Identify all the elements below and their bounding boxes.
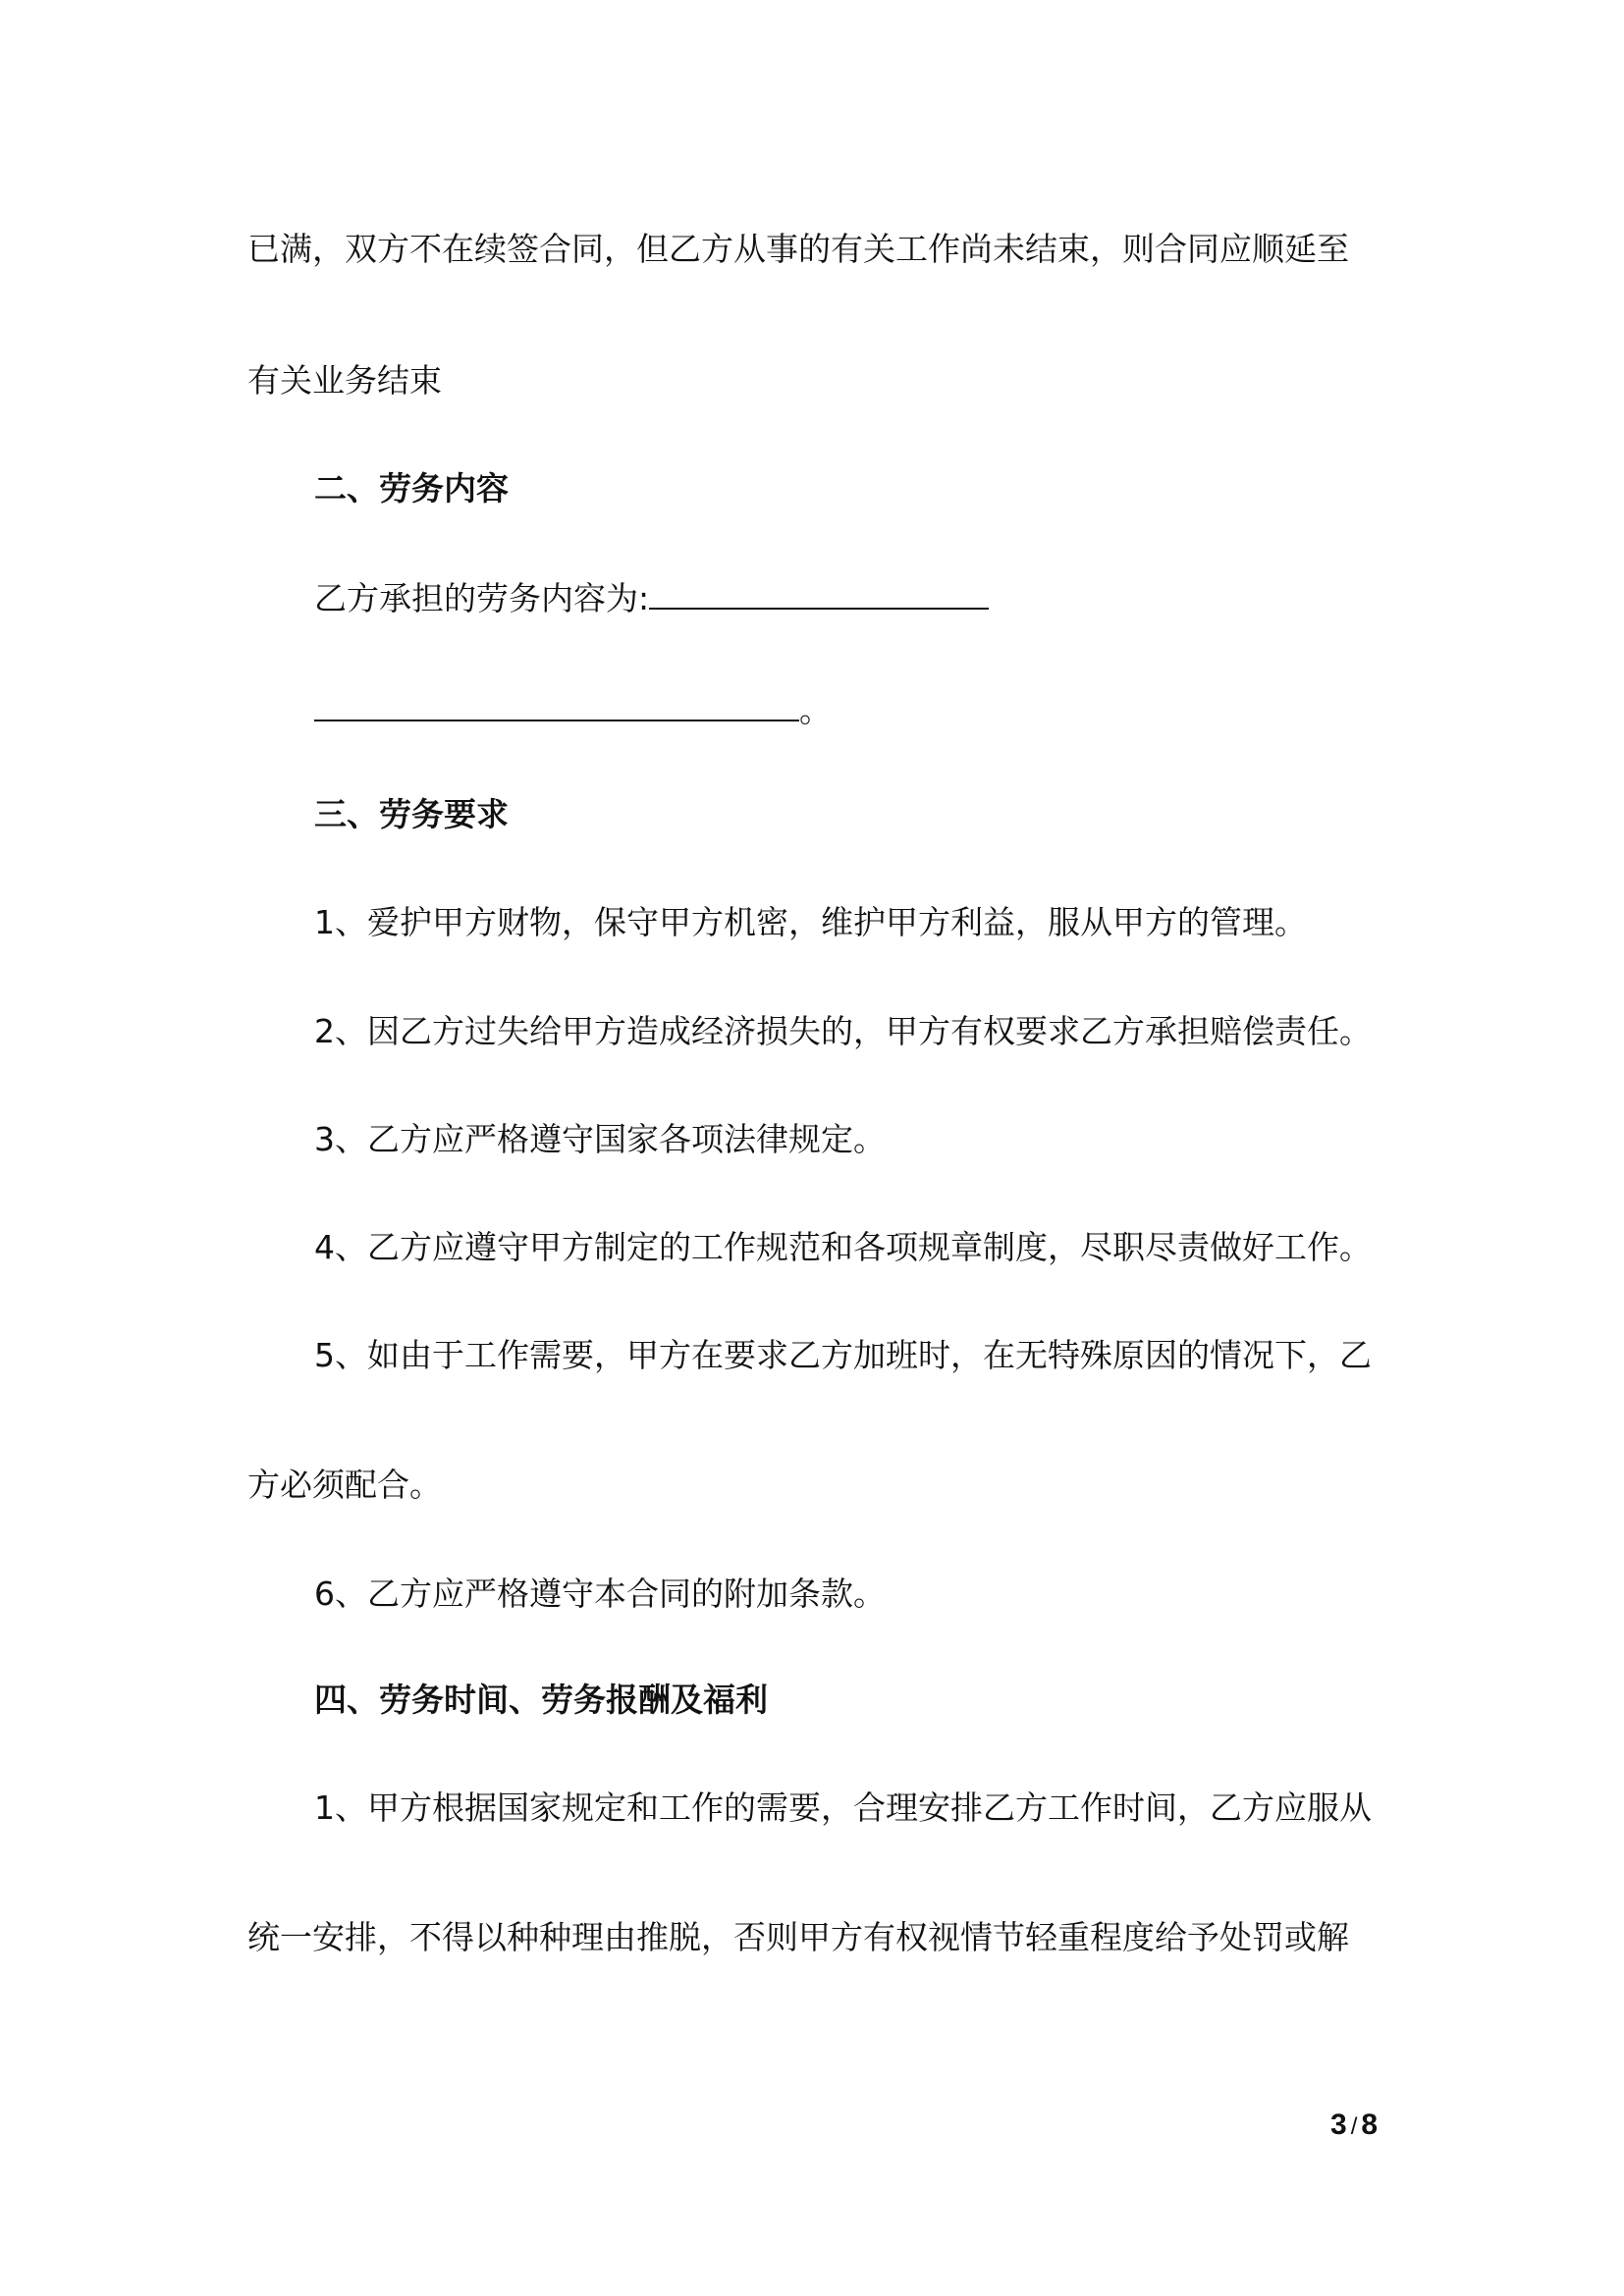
requirement-item-5-cont: 方必须配合。 <box>247 1466 442 1504</box>
labor-content-line <box>314 577 989 620</box>
paragraph-line: 已满，双方不在续签合同，但乙方从事的有关工作尚未结束，则合同应顺延至 <box>247 230 1349 268</box>
section-heading-labor-requirements: 三、劳务要求 <box>314 795 509 833</box>
time-item-1-cont: 统一安排，不得以种种理由推脱，否则甲方有权视情节轻重程度给予处罚或解 <box>247 1918 1349 1956</box>
page-separator: / <box>1350 2113 1358 2140</box>
labor-content-label: 乙方承担的劳务内容为: <box>314 579 650 617</box>
labor-content-end: 。 <box>799 691 832 729</box>
paragraph-line: 有关业务结束 <box>247 361 442 400</box>
section-heading-labor-content: 二、劳务内容 <box>314 469 509 507</box>
requirement-item-3: 3、乙方应严格遵守国家各项法律规定。 <box>314 1120 886 1158</box>
requirement-item-1: 1、爱护甲方财物，保守甲方机密，维护甲方利益，服从甲方的管理。 <box>314 903 1307 941</box>
section-heading-time-pay-benefits: 四、劳务时间、劳务报酬及福利 <box>314 1681 768 1719</box>
fill-in-blank[interactable] <box>649 578 989 610</box>
time-item-1: 1、甲方根据国家规定和工作的需要，合理安排乙方工作时间，乙方应服从 <box>314 1789 1372 1827</box>
requirement-item-4: 4、乙方应遵守甲方制定的工作规范和各项规章制度，尽职尽责做好工作。 <box>314 1228 1372 1266</box>
requirement-item-6: 6、乙方应严格遵守本合同的附加条款。 <box>314 1575 886 1613</box>
labor-content-line-2 <box>314 689 832 732</box>
requirement-item-2: 2、因乙方过失给甲方造成经济损失的，甲方有权要求乙方承担赔偿责任。 <box>314 1012 1372 1050</box>
page-current: 3 <box>1330 2109 1347 2141</box>
fill-in-blank[interactable] <box>314 690 799 721</box>
page-total: 8 <box>1361 2109 1379 2141</box>
requirement-item-5: 5、如由于工作需要，甲方在要求乙方加班时，在无特殊原因的情况下，乙 <box>314 1336 1372 1374</box>
page-number <box>1330 2109 1378 2142</box>
